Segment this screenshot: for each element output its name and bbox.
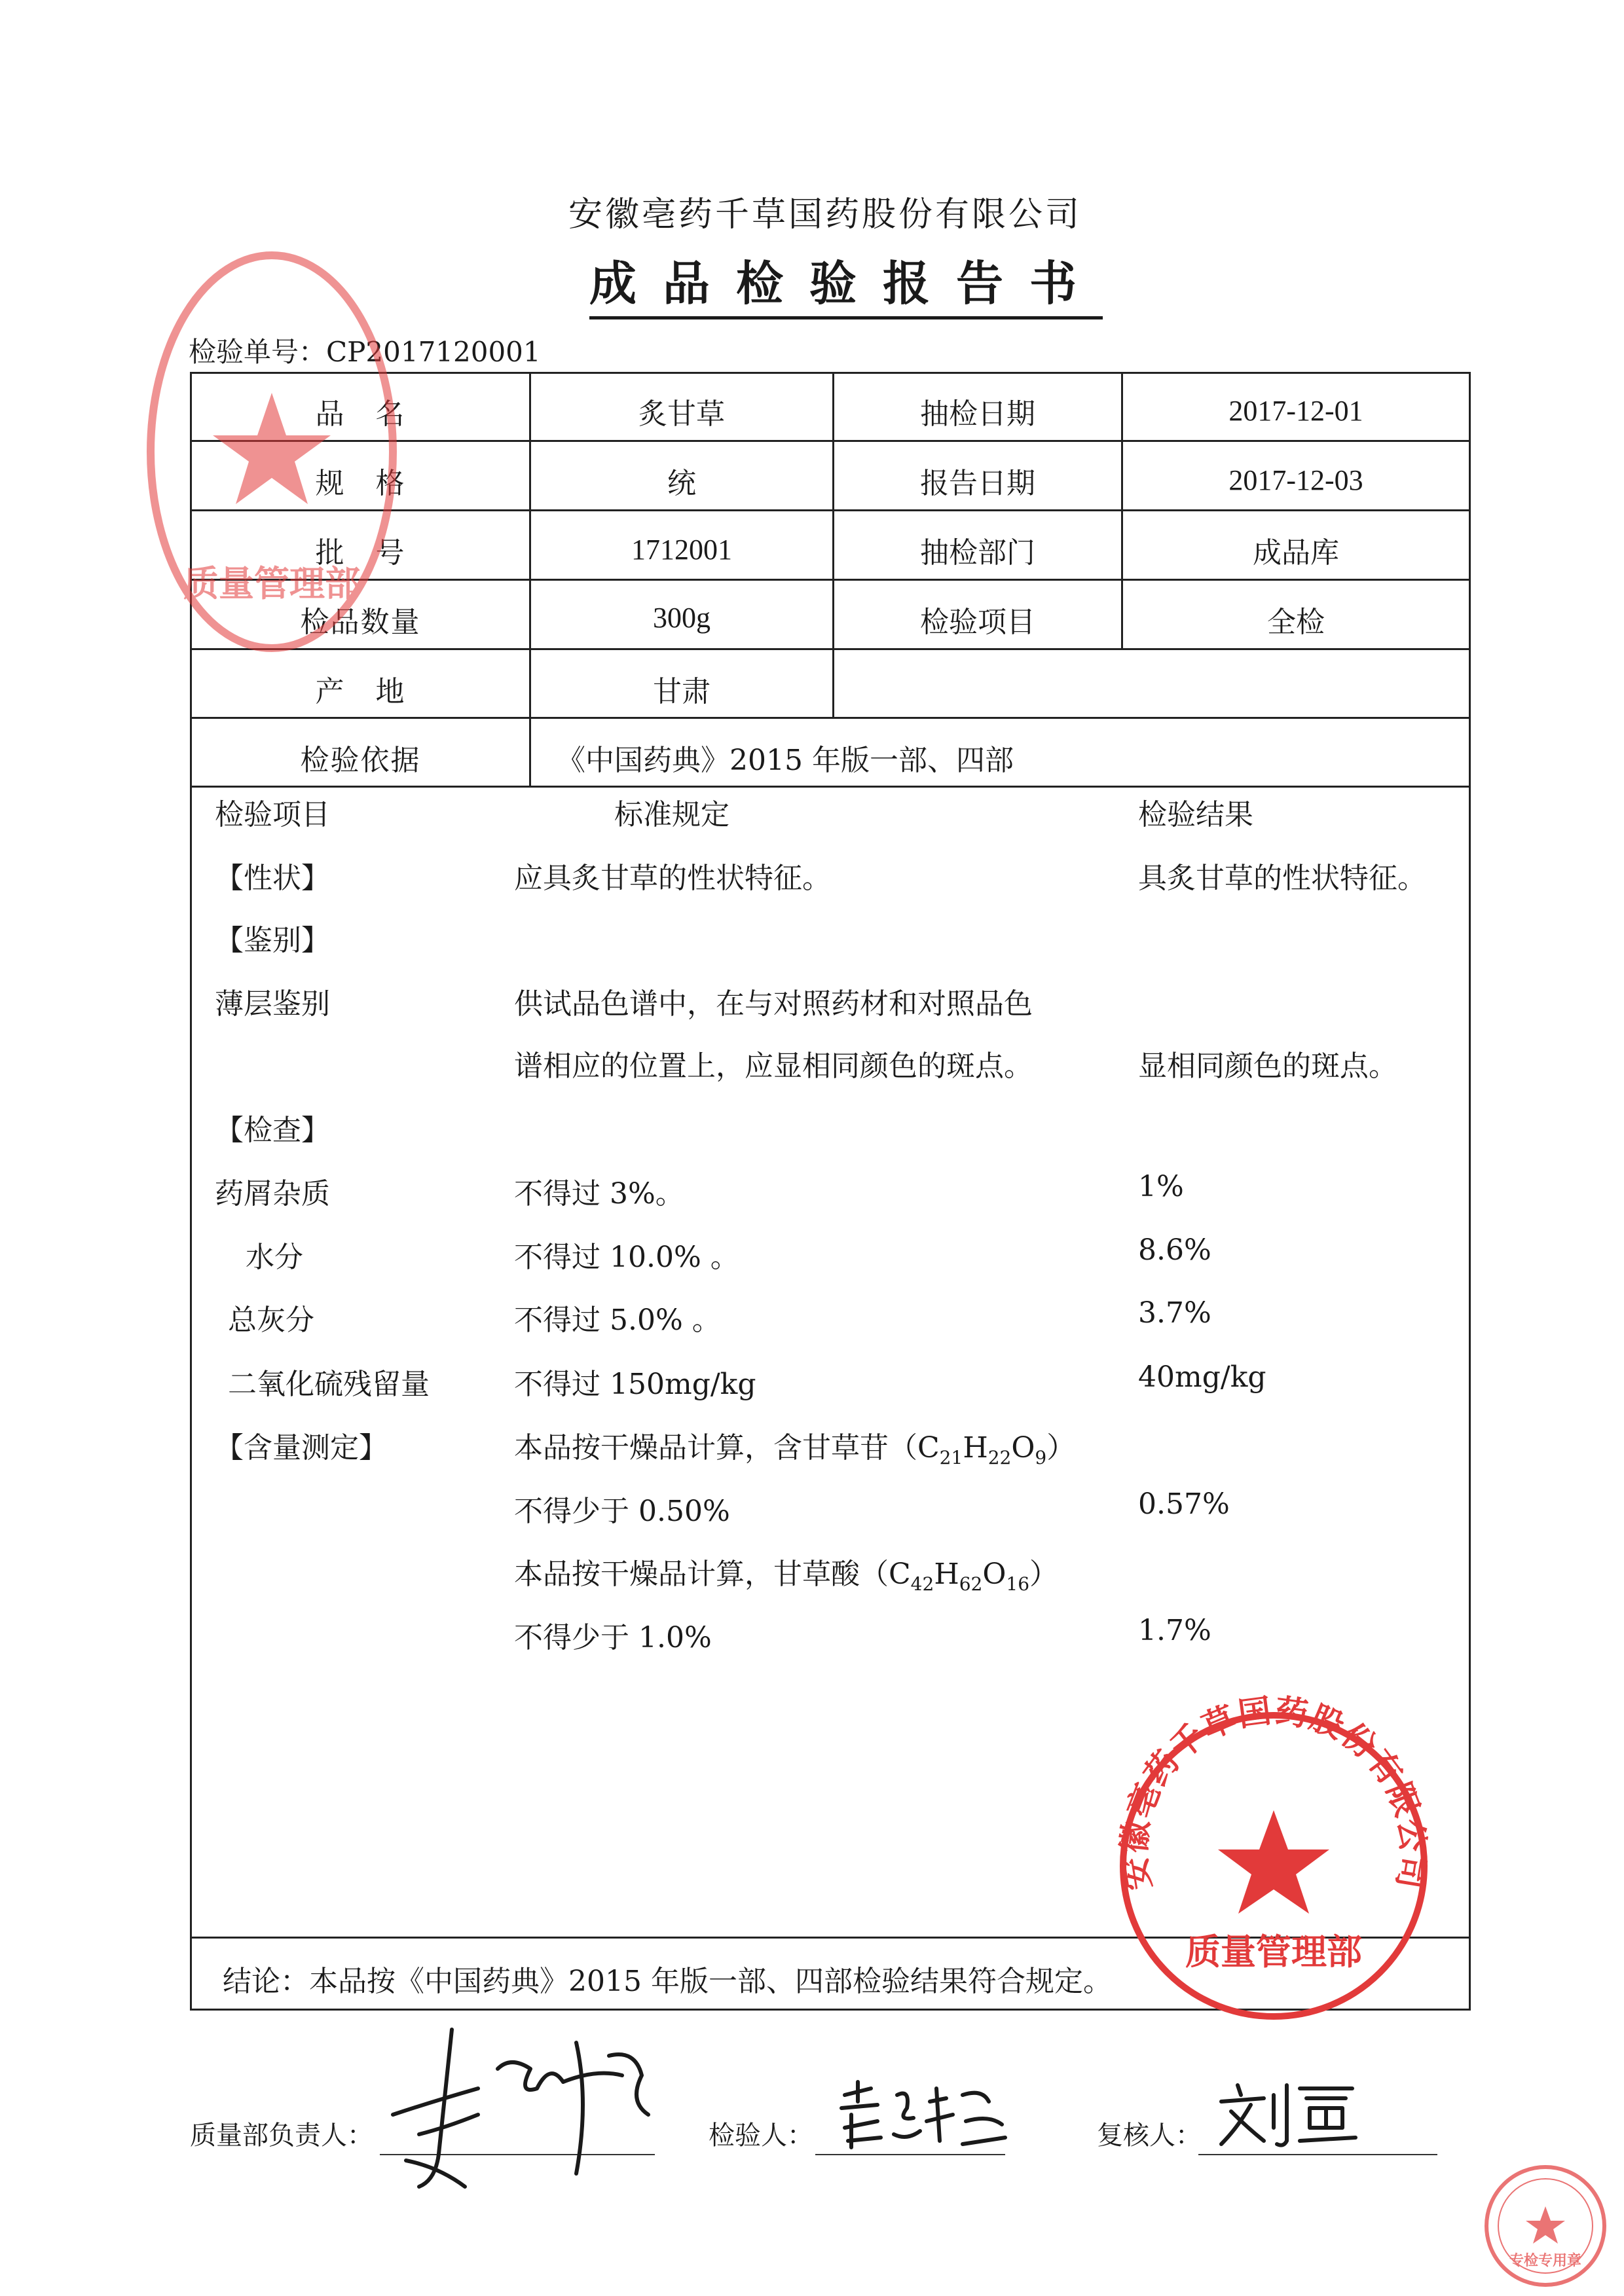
- std-tlc-line2: 谱相应的位置上，应显相同颜色的斑点。: [514, 1049, 1033, 1083]
- res-assay2: 1.7%: [1138, 1614, 1211, 1647]
- assay2-formula-h-count: 62: [959, 1573, 983, 1595]
- assay1-formula-h: H: [963, 1431, 988, 1465]
- label-basis: 检验依据: [300, 744, 421, 777]
- res-water: 8.6%: [1138, 1233, 1211, 1267]
- qa-head-signature: [380, 2003, 681, 2200]
- section-jiancha: 【检查】: [215, 1114, 330, 1147]
- assay1-formula-c-count: 21: [939, 1446, 963, 1468]
- assay2-formula-c: C: [889, 1558, 911, 1591]
- res-impurity: 1%: [1138, 1170, 1184, 1203]
- assay1-suffix: ）: [1046, 1431, 1076, 1465]
- std-xingzhuang: 应具炙甘草的性状特征。: [514, 862, 831, 895]
- label-quantity: 检品数量: [300, 606, 421, 639]
- col-header-standard: 标准规定: [614, 798, 729, 831]
- reviewer-signature: [1211, 2075, 1362, 2154]
- left-quality-seal: [141, 242, 416, 674]
- assay2-formula-o-count: 16: [1006, 1573, 1030, 1595]
- value-sample-date: 2017-12-01: [1228, 395, 1363, 427]
- std-water: 不得过 10.0% 。: [514, 1241, 739, 1274]
- assay1-prefix: 本品按干燥品计算，含甘草苷（: [514, 1431, 917, 1465]
- res-ash: 3.7%: [1138, 1296, 1211, 1330]
- value-sample-dept: 成品库: [1253, 536, 1339, 570]
- label-origin: 产 地: [315, 675, 406, 708]
- left-seal-dept-text: 质量管理部: [183, 563, 360, 604]
- assay1-formula: [917, 1431, 1047, 1468]
- section-assay: 【含量测定】: [215, 1431, 388, 1465]
- label-sample-date: 抽检日期: [920, 397, 1035, 431]
- assay2-formula-c-count: 42: [910, 1573, 934, 1595]
- value-origin: 甘肃: [653, 675, 710, 708]
- assay2-suffix: ）: [1029, 1558, 1059, 1591]
- std-ash: 不得过 5.0% 。: [514, 1303, 721, 1337]
- assay1-formula-c: C: [917, 1431, 940, 1465]
- std-impurity: 不得过 3%。: [514, 1177, 684, 1211]
- std-tlc-line1: 供试品色谱中，在与对照药材和对照品色: [514, 987, 1033, 1021]
- assay2-formula: [889, 1558, 1030, 1595]
- assay1-formula-o: O: [1011, 1431, 1035, 1465]
- value-test-item: 全检: [1267, 606, 1325, 639]
- conclusion: 结论：本品按《中国药典》2015 年版一部、四部检验结果符合规定。: [223, 1965, 1112, 1998]
- item-tlc: 薄层鉴别: [215, 987, 330, 1021]
- qa-head-label: 质量部负责人：: [190, 2121, 373, 2151]
- reviewer-label: 复核人：: [1097, 2121, 1202, 2151]
- label-spec: 规 格: [315, 467, 406, 500]
- res-so2: 40mg/kg: [1138, 1360, 1266, 1394]
- label-product-name: 品 名: [315, 397, 406, 431]
- res-assay1: 0.57%: [1138, 1487, 1230, 1521]
- std-assay1-limit: 不得少于 0.50%: [514, 1495, 730, 1528]
- label-report-date: 报告日期: [920, 467, 1035, 500]
- small-stamp-text: 专检专用章: [1509, 2253, 1582, 2269]
- item-ash: 总灰分: [228, 1303, 314, 1337]
- label-test-item: 检验项目: [920, 606, 1035, 639]
- assay1-formula-h-count: 22: [987, 1446, 1012, 1468]
- small-stamp: [1480, 2160, 1611, 2291]
- inspector-label: 检验人：: [709, 2121, 813, 2151]
- company-quality-seal: [1103, 1689, 1444, 2016]
- report-title: 成品检验报告书: [589, 246, 1103, 319]
- seal-company-ring-text: 安徽亳药千草国药股份有限公司: [1115, 1691, 1433, 1893]
- value-batch: 1712001: [631, 534, 732, 566]
- assay2-formula-o: O: [982, 1558, 1006, 1591]
- value-spec: 统: [667, 467, 696, 500]
- label-sample-dept: 抽检部门: [920, 536, 1035, 570]
- label-batch: 批 号: [315, 536, 406, 570]
- col-header-result: 检验结果: [1138, 798, 1253, 831]
- inspector-signature: [832, 2075, 1015, 2154]
- std-assay2: [514, 1550, 1058, 1595]
- section-xingzhuang: 【性状】: [215, 862, 330, 895]
- std-assay1: [514, 1424, 1075, 1468]
- seal-dept-text: 质量管理部: [1185, 1931, 1362, 1973]
- item-so2: 二氧化硫残留量: [228, 1368, 430, 1401]
- section-jianbie: 【鉴别】: [215, 924, 330, 957]
- assay2-formula-h: H: [934, 1558, 959, 1591]
- value-quantity: 300g: [653, 602, 710, 634]
- value-product-name: 炙甘草: [638, 397, 725, 431]
- std-assay2-limit: 不得少于 1.0%: [514, 1621, 712, 1654]
- std-so2: 不得过 150mg/kg: [514, 1368, 756, 1401]
- value-basis: 《中国药典》2015 年版一部、四部: [557, 744, 1014, 777]
- col-header-item: 检验项目: [215, 798, 330, 831]
- assay2-prefix: 本品按干燥品计算，甘草酸（: [514, 1558, 889, 1591]
- item-water: 水分: [246, 1241, 303, 1274]
- report-number-value: CP2017120001: [326, 336, 541, 368]
- value-report-date: 2017-12-03: [1228, 464, 1363, 496]
- res-tlc: 显相同颜色的斑点。: [1138, 1049, 1397, 1083]
- company-name: 安徽亳药千草国药股份有限公司: [568, 195, 1082, 234]
- item-impurity: 药屑杂质: [215, 1177, 330, 1211]
- assay1-formula-o-count: 9: [1035, 1446, 1047, 1468]
- report-number-label: 检验单号：: [189, 336, 327, 368]
- res-xingzhuang: 具炙甘草的性状特征。: [1138, 862, 1426, 895]
